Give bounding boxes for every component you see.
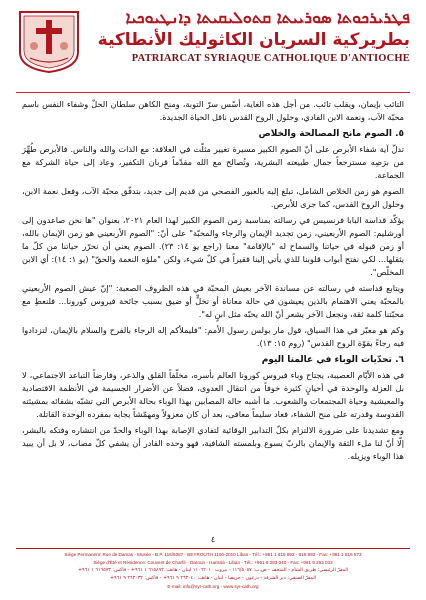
section-5-paragraph-3: يؤكّد قداسة البابا فرنسيس في رسالته بمناسبة زمن الصوم الكبير لهذا العام ٢٠٢١، بعنوان "ها نحن صاعدون إلى أورشليم: الصوم الأربعيني، زمن تجديد الإيمان والرجاء والمحبّة" على أنّ: "الصوم الأربعيني هو زمن الإيمان بالله، أو زمن قبوله في حياتنا والسماح له "بالإقامة" معنا (راجع يو ١٤: ٢٣). الصوم يعني أن نحرّر حياتنا من كلّ ما يثقلها... لكي نفتح أبواب قلوبنا للذي يأتي إلينا فقيراً في كلّ شيء، ولكن "ملؤه النعمة والحقّ" (يو ١: ١٤): أي الابن المخلّص". — [22, 215, 405, 277]
patriarchate-logo — [16, 6, 82, 74]
section-6-heading: ٦. تحدّيات الوباء في عالمنا اليوم — [261, 355, 404, 365]
patriarchate-seal-icon — [16, 6, 82, 74]
footer-divider — [16, 548, 410, 549]
page-number: ٤ — [210, 535, 216, 544]
letter-body — [22, 98, 404, 542]
syriac-title: ܦܛܪܝܪܟܘܬܐ ܣܘܪܝܝܬܐ ܩܬܘܠܝܩܝܬܐ ܕܐܢܛܝܘܟܝܐ — [125, 8, 410, 27]
footer-contact[interactable]: E-mail: info@syr-cath.org - www.syr-cath.org — [167, 584, 259, 589]
section-5-paragraph-5: وكم هو معبّر في هذا السياق، قول مار بولس رسول الأمم: "فليملأكم إله الرجاء بالفرح والسلام بالإيمان، لتزدادوا فيه رجاءً بقوّة الروح القدس" (روم ١٥: ١٣). — [22, 325, 404, 348]
footer-address-summer-ar: المقرّ الصيفي: دير الشرفة - درعون - حريصا - لبنان - هاتف: ٢٦٣٠٤٠ ٩ ٩٦١+ - فاكس: ٢٦٣٠٣٢ ٩ ٩٦١+ — [110, 576, 316, 581]
section-5-paragraph-1: تدلّ آية شفاء الأبرص على أنّ الصوم الكبير مسيرة تغيير مثلّث في العلاقة: مع الذات والله والناس. فالأبرص طُهِّرَ من برَصِه مسترجعاً جمال طبيعته البشرية، وتُصالح مع الله مقدّماً قربان التكفير، وعاد إلى حياة الشركة مع الجماعة. — [22, 144, 404, 180]
letterhead — [16, 6, 410, 90]
footer-address-summer: Siège d'Été et Résidence: Couvent de Charfé - Daroun - Harissa - Liban - Tél.: +961 9 263 040 - Fax: +961 9 263 032 — [93, 560, 333, 565]
letter-footer — [16, 551, 410, 591]
latin-title: PATRIARCAT SYRIAQUE CATHOLIQUE D'ANTIOCHE — [131, 53, 410, 64]
section-6-paragraph-1: في هذه الأيّام العصيبة، يجتاح وباء فيروس كورونا العالم بأسره، مخلّفاً القلق والذعر، وفارضاً التباعد الاجتماعي، لا بل العزلة والوحدة في أحيانٍ كثيرة خوفاً من انتقال العدوى، فضلاً عن الأضرار الجسيمة في الأنظمة الاقتصادية والمعيشية وحياة المجتمعات والشعوب. ما أشبه حالة المصابين بهذا الوباء بحالة الأبرص التي تشبّه بشفائه بمشيئته القدوسة وقدرته على منح الشفاء، فعاد سليماً معافى، بعد أن كان معزولاً ومهمّشاً يجابه بمفرده الوحدة القاتلة. — [22, 370, 404, 419]
arabic-title: بطريركية السريان الكاثوليك الأنطاكية — [97, 30, 410, 50]
footer-address-permanent: Siège Permanent: Rue de Damas - Musée - B.P. 116/5087 - BEYROUTH 1106-2010 Liban - Tél.: +961 1 615 892 - 615 893 - Fax: +961 1 616 573 — [64, 552, 362, 557]
section-5-paragraph-4: ويتابع قداسته في رسالته عن مساندة الآخر بعيش المحبّة في هذه الظروف الصعبة: "إنّ عيش الصوم الأربعيني بالمحبّة يعني الاهتمام بالذين يعيشون في حالة معاناة أو تخلٍّ أو ضيق بسبب جائحة فيروس كورونا... فلنعطِ مع محبّتنا كلمة ثقة، ونجعل الآخر يشعر أنّ الله يحبّه مثل ابنٍ له". — [22, 283, 404, 319]
section-6-paragraph-2: ومع تشديدنا على ضرورة الالتزام بكلّ التدابير الوقائية لتفادي الإصابة بهذا الوباء والحدّ من انتشاره وفتكه بالبشر، إلّا أنّ لنا ملء الثقة والإيمان بالربّ يسوع وبلمسته الشافية، فهو وحده القادر أن يشفي كلّ مصاب، لا بل أن يبيد هذا الوباء ويزيله. — [22, 425, 404, 461]
section-5-heading: ٥. الصوم مانح المصالحة والخلاص — [258, 129, 404, 139]
header-divider — [16, 92, 410, 93]
letterhead-titles — [96, 8, 410, 66]
section-5-paragraph-2: الصوم هو زمن الخلاص الشامل، تبلغ إليه بالعبور الفصحي من قديم إلى جديد، بتدفّق محبّة الآب، وفعل نعمة الابن، وحلول الروح القدس، كما جرى للأبرص. — [22, 186, 404, 209]
footer-address-permanent-ar: المقرّ الرئيسي: طريق الشام - المتحف - ص.ب: ١١٦/٥٠٨٧ - بيروت ١١٠٦٢٠١٠ لبنان - هاتف: ٦١٥٨٩٢ ١ ٩٦١+ - فاكس: ٦١٦٥٧٣ ١ ٩٦١+ — [77, 568, 349, 573]
intro-paragraph: التائب بإيمان، ويقلب تائب. من أجل هذه الغاية، أسّس سرّ التوبة، ومنح الكاهن سلطان الحلّ وشفاء النفس باسم محبّة الآب، ونعمة الابن الفادي، وحلول الروح القدس ناقل الحياة الجديدة. — [22, 99, 404, 122]
